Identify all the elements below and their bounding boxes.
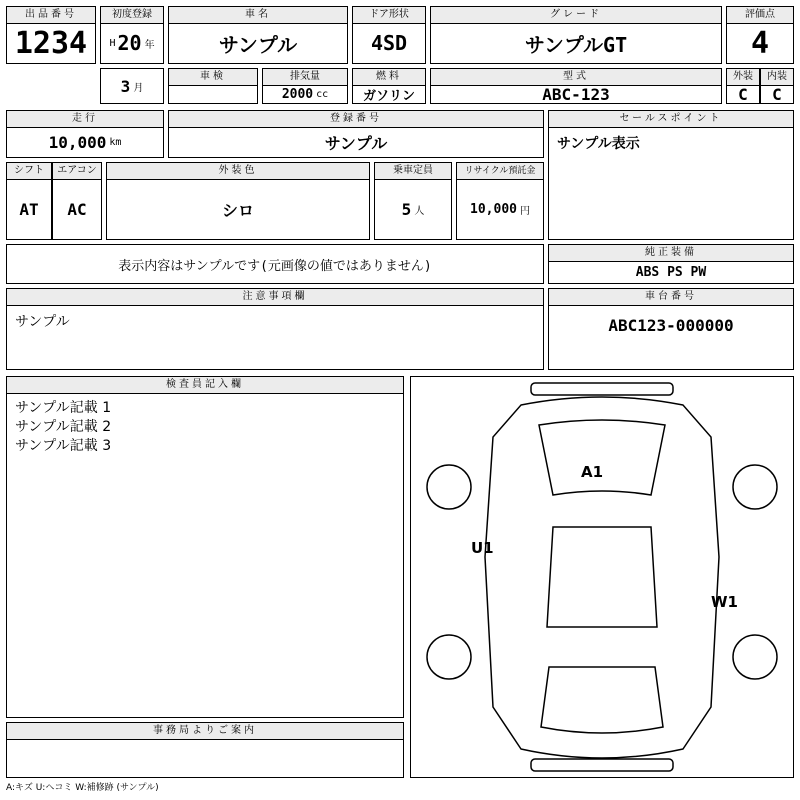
first-registration-year-unit: 年 [144,39,155,51]
inspector-note-line: サンプル記載 1 [15,400,112,416]
inspector-notes-cell [6,376,404,718]
registration-cell [168,110,544,158]
chassis-number-cell [548,288,794,370]
damage-diagram-cell [410,376,794,778]
model-code-cell [430,68,722,104]
color-cell [106,162,370,240]
mileage-header: 走行 [7,111,163,128]
chassis-number-value: ABC123-000000 [608,315,734,335]
inspection-value [169,85,257,103]
inspector-notes-list [15,399,395,456]
first-registration-era: H [109,37,116,49]
color-header: 外装色 [107,163,369,180]
capacity-header: 乗車定員 [375,163,451,180]
inspection-cell [168,68,258,104]
displacement-number: 2000 [281,86,314,102]
damage-mark: A1 [581,463,604,481]
recycle-number: 10,000 [470,201,517,217]
grade-header: グレード [431,7,721,24]
first-registration-year: 20 [117,31,142,55]
shift-cell [6,162,52,240]
model-name-header: 車名 [169,7,347,24]
sales-point-header: セールスポイント [549,111,793,128]
front-bumper-outline [531,383,673,395]
grade-value: サンプルGT [524,32,628,57]
car-diagram [411,377,793,777]
recycle-unit: 円 [519,205,530,217]
score-cell [726,6,794,64]
aircon-cell [52,162,102,240]
door-type-cell [352,6,426,64]
color-value: シロ [221,200,254,220]
lot-number-cell [6,6,96,64]
inspector-notes-header: 検査員記入欄 [7,377,403,394]
sales-point-value: サンプル表示 [557,136,640,152]
capacity-cell [374,162,452,240]
model-code-header: 型式 [431,69,721,86]
displacement-header: 排気量 [263,69,347,86]
first-registration-month-value [101,69,163,103]
lot-number-header: 出品番号 [7,7,95,24]
displacement-cell [262,68,348,104]
sample-notice-cell [6,244,544,284]
grade-cell [430,6,722,64]
exterior-grade-cell [726,68,760,104]
inspector-note-line: サンプル記載 3 [15,438,112,454]
registration-header: 登録番号 [169,111,543,128]
aircon-header: エアコン [53,163,101,180]
recycle-cell [456,162,544,240]
first-registration-month-cell [100,68,164,104]
shift-value: AT [19,199,39,219]
score-header: 評価点 [727,7,793,24]
front-right-wheel [733,465,777,509]
displacement-unit: cc [316,88,329,100]
capacity-value [375,179,451,239]
damage-mark: U1 [471,539,494,557]
fuel-header: 燃料 [353,69,425,86]
car-body-outline [485,397,719,758]
rear-left-wheel [427,635,471,679]
fuel-cell [352,68,426,104]
registration-value: サンプル [324,133,388,153]
first-registration-value [101,23,163,63]
mileage-unit: km [109,136,122,148]
equipment-value: ABS PS PW [635,264,707,280]
equipment-cell [548,244,794,284]
shift-header: シフト [7,163,51,180]
capacity-unit: 人 [414,205,425,217]
fuel-value: ガソリン [362,88,415,104]
door-type-header: ドア形状 [353,7,425,24]
model-name-cell [168,6,348,64]
legend-text: A:キズ U:ヘコミ W:補修跡 (サンプル) [6,783,159,793]
inspector-note-line: サンプル記載 2 [15,419,112,435]
hood-outline [539,420,665,495]
sales-point-cell [548,110,794,240]
cautions-value: サンプル [15,314,70,330]
interior-grade-cell [760,68,794,104]
rear-right-wheel [733,635,777,679]
sample-notice: 表示内容はサンプルです(元画像の値ではありません) [118,258,432,274]
mileage-number: 10,000 [48,132,107,152]
first-registration-header: 初度登録 [101,7,163,24]
front-left-wheel [427,465,471,509]
interior-grade-header: 内装 [761,69,793,86]
displacement-value [263,85,347,103]
first-registration-month-unit: 月 [133,82,144,94]
trunk-outline [541,667,663,733]
rear-bumper-outline [531,759,673,771]
recycle-header: リサイクル預託金 [457,163,543,180]
cautions-header: 注意事項欄 [7,289,543,306]
interior-grade-value: C [772,84,782,104]
damage-mark: W1 [711,593,738,611]
inspection-header: 車検 [169,69,257,86]
office-notice-cell [6,722,404,778]
score-value: 4 [750,25,770,61]
office-notice-header: 事務局よりご案内 [7,723,403,740]
exterior-grade-header: 外装 [727,69,759,86]
capacity-number: 5 [401,199,412,219]
first-registration-cell [100,6,164,64]
exterior-grade-value: C [738,84,748,104]
aircon-value: AC [67,199,87,219]
chassis-number-header: 車台番号 [549,289,793,306]
door-type-value: 4SD [370,31,408,55]
first-registration-month: 3 [120,76,131,96]
recycle-value [457,179,543,239]
model-code-value: ABC-123 [542,84,610,104]
mileage-value [7,127,163,157]
lot-number-value: 1234 [14,25,88,61]
roof-outline [547,527,657,627]
cautions-cell [6,288,544,370]
model-name-value: サンプル [218,32,298,57]
equipment-header: 純正装備 [549,245,793,262]
mileage-cell [6,110,164,158]
